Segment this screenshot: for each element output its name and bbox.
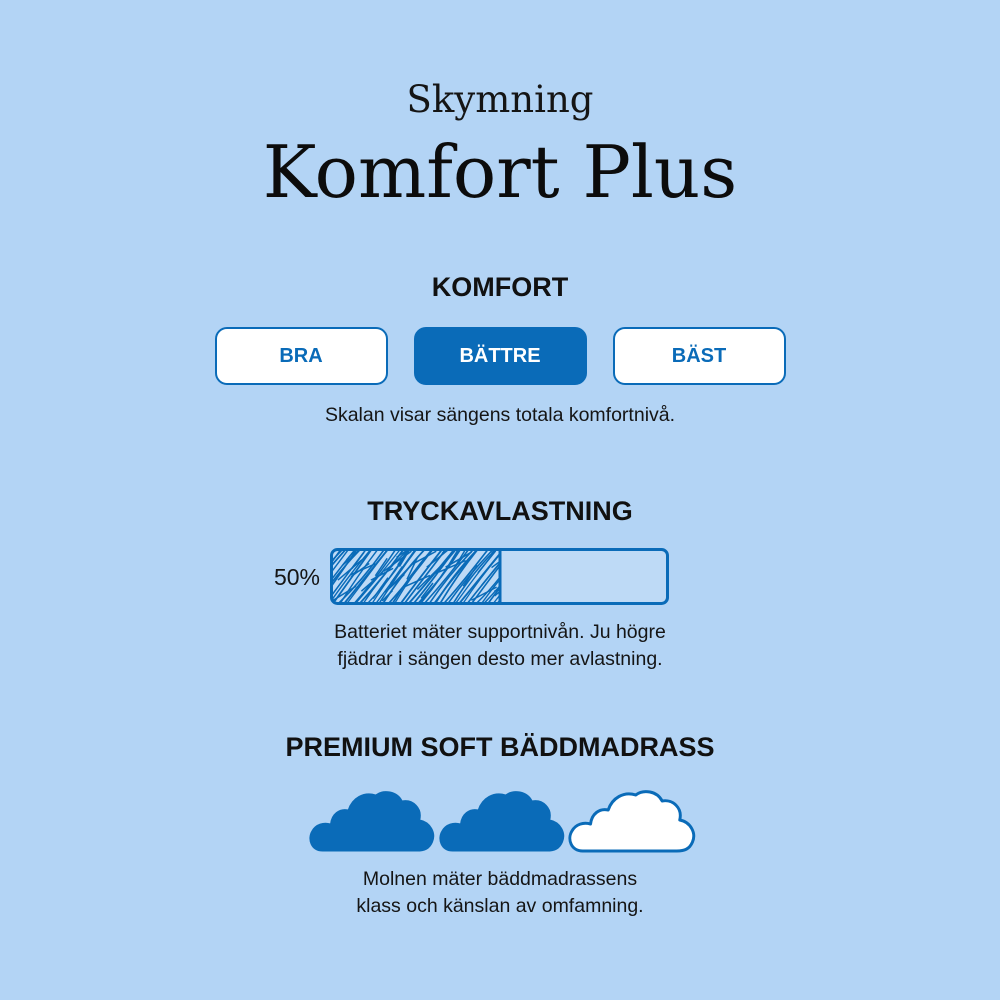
topper-caption-line2: klass och känslan av omfamning. [356,895,644,917]
comfort-option-bast: BÄST [613,327,786,385]
topper-caption-line1: Molnen mäter bäddmadrassens [362,868,638,890]
comfort-option-bra: BRA [215,327,388,385]
comfort-option-battre: BÄTTRE [414,327,587,385]
pressure-relief-battery [330,548,670,606]
pressure-relief-title: TRYCKAVLASTNING [367,496,633,526]
pressure-relief-value: 50% [273,564,320,590]
cloud-filled-icon [440,792,564,851]
topper-cloud-rating [306,778,696,854]
brand-name: Skymning [406,78,594,121]
comfort-scale [0,327,1000,385]
comfort-title: KOMFORT [431,272,569,302]
cloud-empty-icon [570,792,694,851]
pressure-relief-caption-line1: Batteriet mäter supportnivån. Ju högre [334,621,666,643]
product-title: Komfort Plus [262,130,738,214]
topper-title: PREMIUM SOFT BÄDDMADRASS [285,732,715,762]
cloud-filled-icon [310,792,434,851]
pressure-relief-caption-line2: fjädrar i sängen desto mer avlastning. [337,648,663,670]
comfort-caption: Skalan visar sängens totala komfortnivå. [324,404,676,426]
